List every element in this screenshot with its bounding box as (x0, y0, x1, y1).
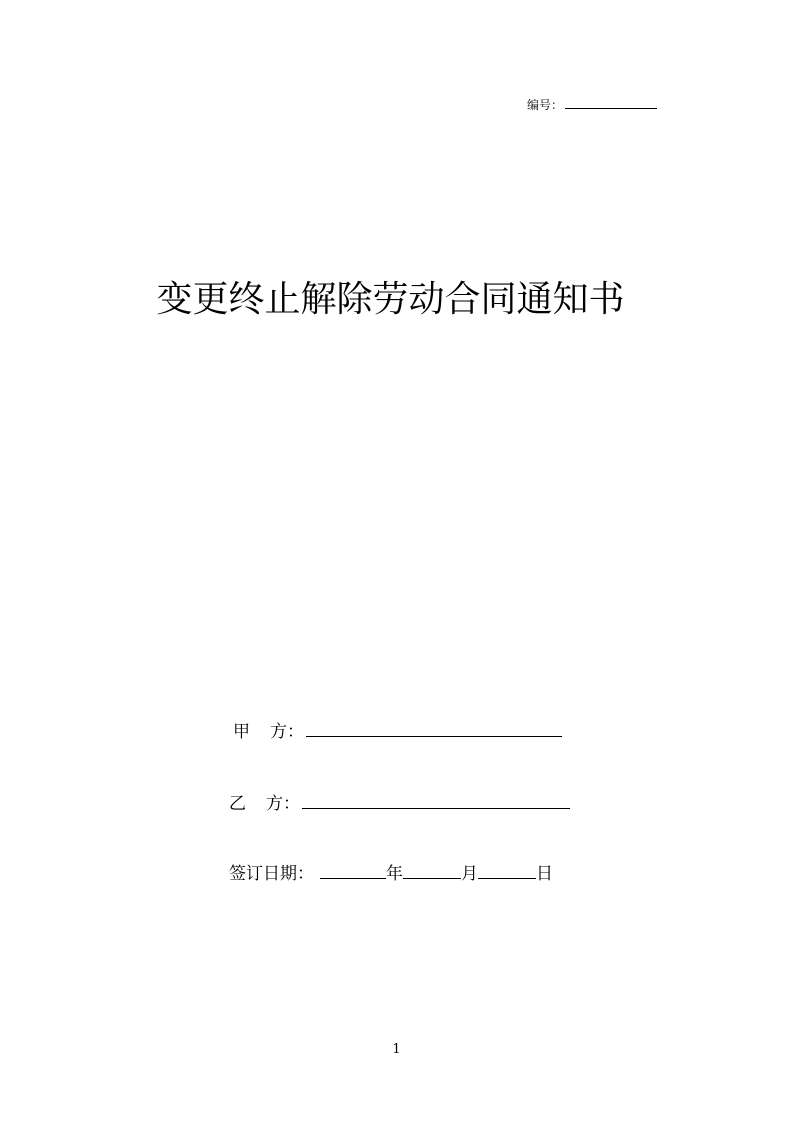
party-a-field (233, 720, 562, 743)
sign-month-unit: 月 (461, 864, 478, 884)
sign-day-unit: 日 (536, 864, 553, 884)
serial-label: 编号： (527, 98, 564, 112)
party-a-label-char1: 甲 (233, 722, 250, 742)
party-a-label-char2: 方： (270, 722, 304, 742)
document-title-text: 变更终止解除劳动合同通知书 (156, 279, 625, 320)
sign-date-label: 签订日期： (229, 864, 314, 884)
sign-year-unit: 年 (386, 864, 403, 884)
document-title (0, 278, 793, 322)
party-b-field (229, 792, 570, 815)
party-a-blank[interactable] (306, 720, 562, 737)
sign-date-field (229, 862, 553, 885)
party-b-label-char1: 乙 (229, 794, 246, 814)
party-b-blank[interactable] (302, 792, 570, 809)
page-number: 1 (392, 1042, 401, 1057)
sign-year-blank[interactable] (320, 862, 386, 879)
party-b-label-char2: 方： (266, 794, 300, 814)
sign-month-blank[interactable] (403, 862, 461, 879)
serial-number (527, 96, 657, 113)
sign-day-blank[interactable] (478, 862, 536, 879)
serial-blank[interactable] (565, 96, 657, 109)
